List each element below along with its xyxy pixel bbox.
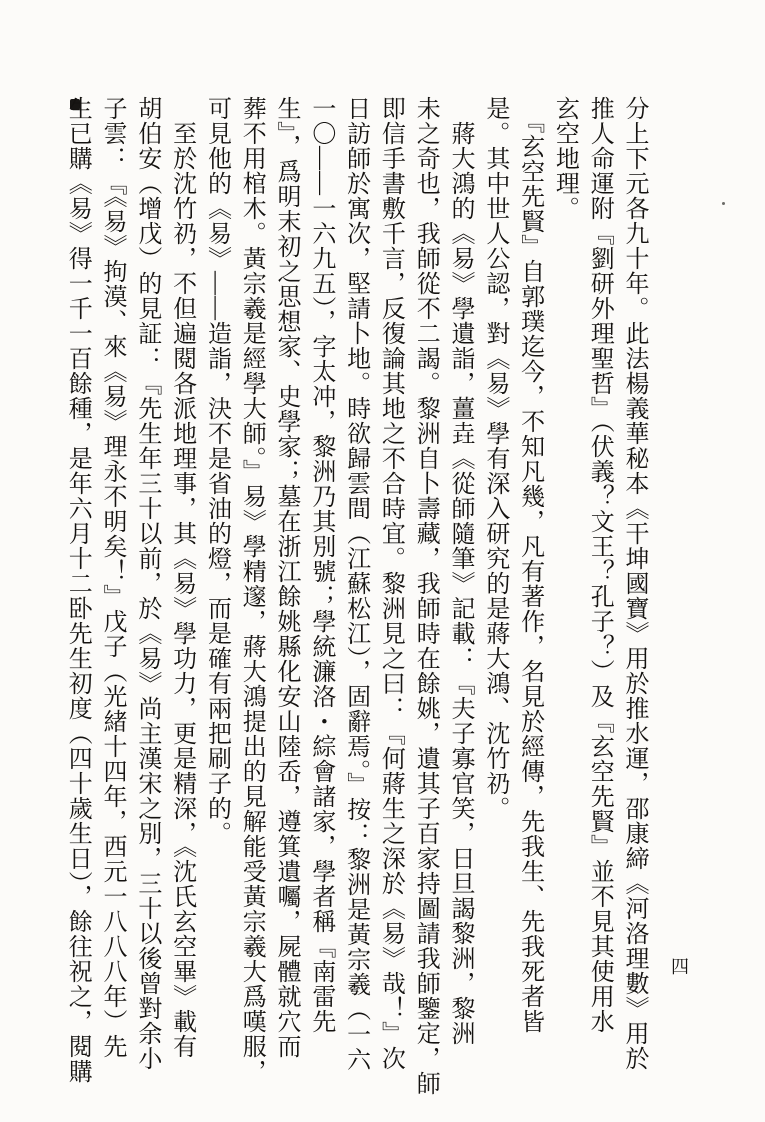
text-column: 胡伯安（增戊）的見証：『先生年三十以前，於《易》尚主漢宋之別，三十以後曾對余小 xyxy=(133,96,160,1071)
text-column: 葬不用棺木。黃宗羲是經學大師。』易》學精邃，蔣大鴻提出的見解能受黃宗羲大爲嘆服， xyxy=(238,96,265,1084)
text-column: 子雲：『《易》拘漠、來《易》理永不明矣！』戊子（光緒十四年，西元一八八八年）先 xyxy=(99,96,126,1059)
text-column: 推人命運附『劉研外理聖哲』（伏義？文王？孔子？）及『玄空先賢』並不見其使用水 xyxy=(586,96,613,1034)
dust-speck xyxy=(722,202,725,205)
text-column: 生已購《易》得一千一百餘種，是年六月十二卧先生初度（四十歲生日），餘往祝之，閱購 xyxy=(64,96,91,1084)
text-column: 即信手書敷千言，反復論其地之不合時宜。黎洲見之曰：『何蔣生之深於《易》哉！』次 xyxy=(377,96,404,1071)
text-column: 至於沈竹礽，不但遍閱各派地理事，其《易》學功力，更是精深，《沈氏玄空畢》載有 xyxy=(168,96,195,1059)
text-column: 是。其中世人公認，對《易》學有深入研究的是蔣大鴻、沈竹礽。 xyxy=(481,96,508,821)
text-column: 未之奇也，我師從不二謁。黎洲自卜壽藏，我師時在餘姚，遺其子百家持圖請我師鑒定，師 xyxy=(412,96,439,1096)
text-column: 分上下元各九十年。此法楊義華秘本《干坤國寶》用於推水運，邵康締《河洛理數》用於 xyxy=(621,96,647,1071)
page-body xyxy=(59,96,651,1100)
text-column: 生』，爲明末初之思想家、史學家；墓在浙江餘姚縣化安山陸岙，遵箕遺囑，屍體就穴而 xyxy=(273,96,300,1059)
text-column: 一〇——一六九五），字太冲，黎洲乃其別號；學統濂洛・綜會諸家，學者稱『南雷先 xyxy=(307,96,334,1034)
text-column: 蔣大鴻的《易》學遺詣，薑垚《從師隨筆》記載：『夫子寡官笑，日旦謁黎洲，黎洲 xyxy=(447,96,474,1046)
text-column: 『玄空先賢』自郭璞迄今，不知凡幾，凡有著作，名見於經傳，先我生、先我死者皆 xyxy=(516,96,543,1034)
page-number: 四 xyxy=(671,957,689,977)
text-column: 可見他的《易》——造詣，決不是省油的燈，而是確有兩把刷子的。 xyxy=(203,96,230,846)
text-column: 日訪師於寓次，堅請卜地。時欲歸雲間（江蘇松江），固辭焉。』按：黎洲是黃宗羲（一六 xyxy=(342,96,369,1072)
text-column: 玄空地理。 xyxy=(551,96,578,221)
